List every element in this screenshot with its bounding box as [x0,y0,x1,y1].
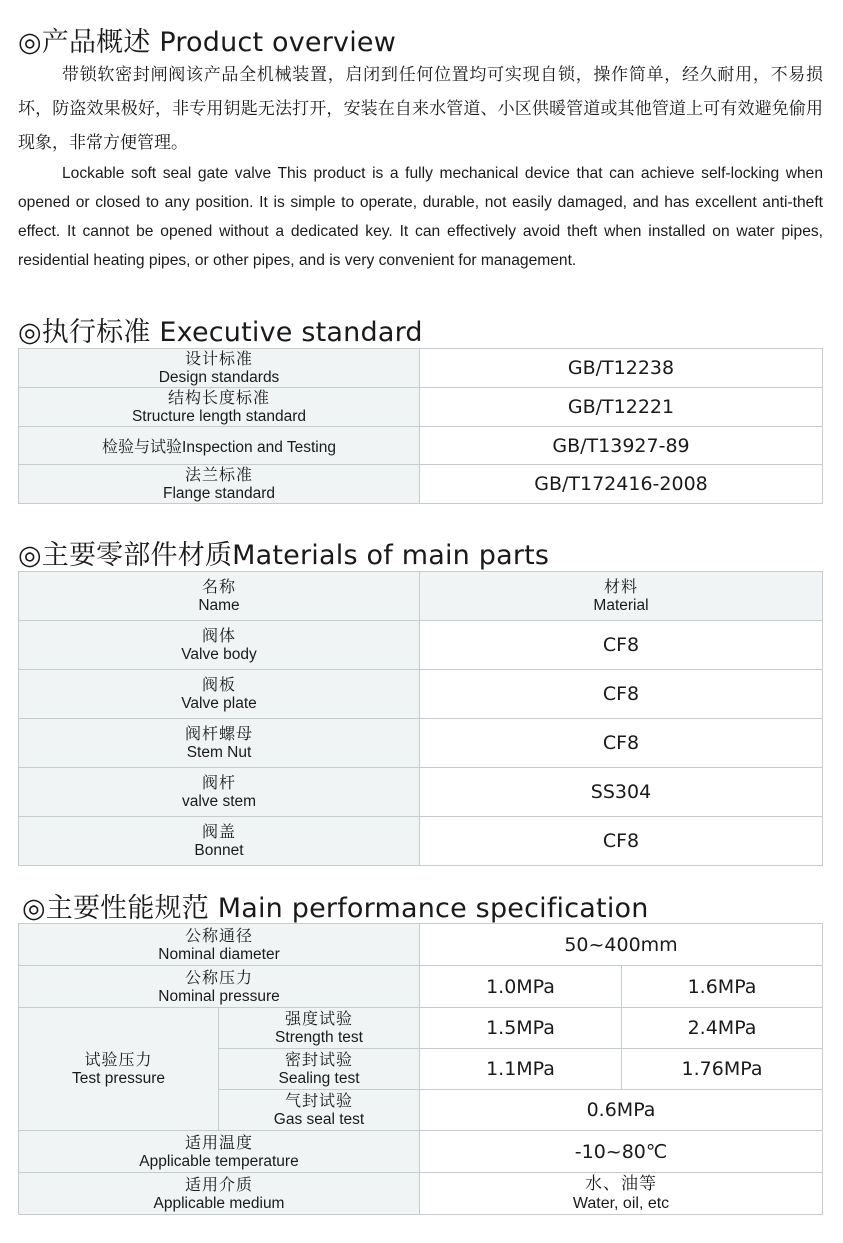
label-cn: 适用温度 [184,1132,253,1152]
standard-value: GB/T13927-89 [420,427,823,465]
part-name-en: Stem Nut [186,744,252,761]
header-cn: 名称 [201,577,236,596]
label-cn: 强度试验 [284,1009,353,1028]
standard-label [19,465,420,504]
part-name [19,817,420,866]
standard-value: GB/T172416-2008 [420,465,823,504]
overview-text-cn: 带锁软密封闸阀该产品全机械装置，启闭到任何位置均可实现自锁，操作简单，经久耐用，不易损坏，防盗效果极好，非专用钥匙无法打开，安装在自来水管道、小区供暖管道或其他管道上可有效避免偷用现象，非常方便管理。 [18,65,823,153]
part-name-cn: 阀体 [201,626,236,645]
label-en: Nominal pressure [158,987,280,1005]
performance-heading: ◎主要性能规范 Main performance specification [22,893,649,924]
materials-heading: ◎主要零部件材质Materials of main parts [18,540,550,571]
standard-value: GB/T12221 [420,388,823,427]
temperature-value: -10~80℃ [420,1131,823,1173]
label-cn: 密封试验 [284,1050,353,1069]
label-cn: 试验压力 [84,1050,153,1069]
standards-table [18,348,823,504]
temperature-label [19,1131,420,1173]
medium-value-en: Water, oil, etc [572,1194,670,1212]
label-en: Inspection and Testing [182,439,336,456]
nominal-pressure-label [19,966,420,1008]
part-material: CF8 [420,817,823,866]
part-name [19,719,420,768]
header-en: Name [198,597,240,614]
nominal-pressure-value-a: 1.0MPa [420,966,622,1008]
label-en: Design standards [158,369,280,386]
table-row [19,966,823,1008]
materials-table [18,571,823,866]
table-row [19,768,823,817]
table-row [19,621,823,670]
label-cn: 设计标准 [184,349,253,368]
strength-test-value-a: 1.5MPa [420,1008,622,1049]
label-en: Sealing test [278,1070,360,1087]
label-cn: 适用介质 [184,1174,253,1194]
nominal-pressure-value-b: 1.6MPa [622,966,823,1008]
label-en: Structure length standard [131,408,307,425]
table-row [19,465,823,504]
table-row [19,349,823,388]
table-row [19,388,823,427]
table-row [19,1008,823,1049]
standard-value: GB/T12238 [420,349,823,388]
label-en: Applicable medium [153,1194,285,1212]
table-row [19,924,823,966]
label-cn: 结构长度标准 [167,388,270,407]
part-name-cn: 阀盖 [201,822,236,841]
medium-label [19,1173,420,1215]
table-header-row [19,572,823,621]
part-name [19,768,420,817]
sealing-test-label [219,1049,420,1090]
nominal-diameter-value: 50~400mm [420,924,823,966]
header-en: Material [593,597,649,614]
label-en: Flange standard [162,485,276,502]
part-material: SS304 [420,768,823,817]
nominal-diameter-label [19,924,420,966]
table-row [19,427,823,465]
label-en: Strength test [275,1029,363,1046]
sealing-test-value-a: 1.1MPa [420,1049,622,1090]
label-cn: 检验与试验 [102,437,183,456]
part-material: CF8 [420,670,823,719]
part-name-en: Valve plate [181,695,257,712]
medium-value [420,1173,823,1215]
gas-seal-test-label [219,1090,420,1131]
label-en: Applicable temperature [139,1152,299,1170]
part-name-cn: 阀杆 [201,773,236,792]
table-row [19,817,823,866]
table-row [19,1173,823,1215]
part-name [19,621,420,670]
overview-heading: ◎产品概述 Product overview [18,27,397,58]
part-material: CF8 [420,621,823,670]
label-cn: 公称通径 [184,925,253,945]
column-header-material [420,572,823,621]
part-name-en: Valve body [181,646,257,663]
table-row [19,670,823,719]
label-en: Test pressure [71,1070,166,1087]
column-header-name [19,572,420,621]
standard-label [19,427,420,465]
part-name-cn: 阀杆螺母 [184,724,253,743]
part-name [19,670,420,719]
label-en: Nominal diameter [158,945,280,963]
overview-text-en: Lockable soft seal gate valve This product is a fully mechanical device that can achieve self-locking when opened or closed to any position. It is simple to operate, durable, not easily damaged, and has excellent anti-theft effect. It cannot be opened without a dedicated key. It can effectively avoid theft when installed on water pipes, residential heating pipes, or other pipes, and is very convenient for management. [18,165,823,269]
label-cn: 公称压力 [184,967,253,987]
part-name-en: Bonnet [194,842,244,859]
strength-test-label [219,1008,420,1049]
medium-value-cn: 水、油等 [585,1173,657,1194]
part-name-cn: 阀板 [201,675,236,694]
table-row [19,719,823,768]
standard-label [19,388,420,427]
part-name-en: valve stem [181,793,257,810]
label-en: Gas seal test [273,1111,365,1128]
label-cn: 气封试验 [284,1091,353,1110]
table-row [19,1131,823,1173]
sealing-test-value-b: 1.76MPa [622,1049,823,1090]
performance-table [18,923,823,1215]
header-cn: 材料 [603,577,638,596]
label-cn: 法兰标准 [184,465,253,484]
test-pressure-label [19,1008,219,1131]
standards-heading: ◎执行标准 Executive standard [18,317,423,348]
part-material: CF8 [420,719,823,768]
strength-test-value-b: 2.4MPa [622,1008,823,1049]
gas-seal-test-value: 0.6MPa [420,1090,823,1131]
standard-label [19,349,420,388]
